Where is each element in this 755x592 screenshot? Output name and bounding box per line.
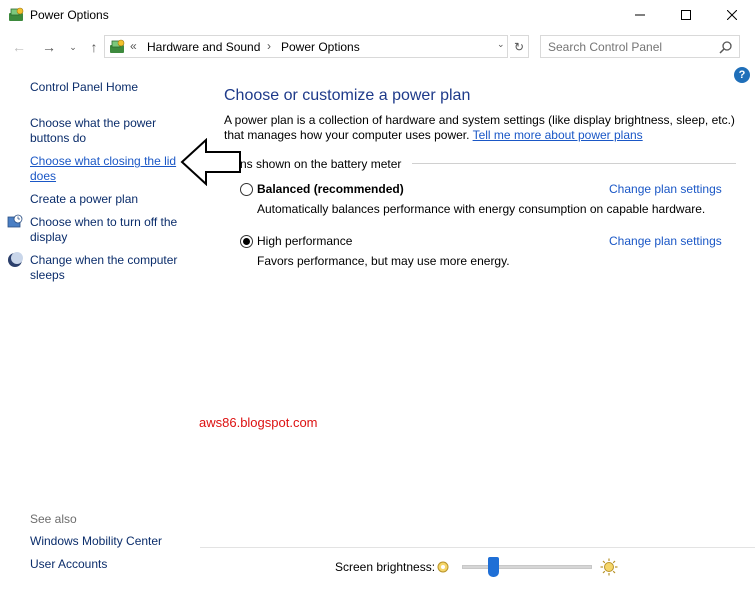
breadcrumb-separator: › bbox=[267, 39, 271, 53]
up-button[interactable] bbox=[85, 37, 103, 57]
plan-name-balanced[interactable]: Balanced (recommended) bbox=[257, 182, 404, 196]
forward-arrow-icon: → bbox=[42, 39, 56, 55]
close-icon bbox=[727, 10, 737, 20]
window-title: Power Options bbox=[30, 8, 109, 22]
footer-divider bbox=[200, 547, 755, 548]
address-bar[interactable] bbox=[104, 35, 508, 58]
radio-high-performance[interactable] bbox=[240, 235, 253, 248]
back-button[interactable] bbox=[10, 37, 28, 57]
section-label: ns shown on the battery meter bbox=[240, 157, 402, 171]
plan-desc-high-performance: Favors performance, but may use more energy. bbox=[257, 254, 510, 268]
display-timer-icon bbox=[7, 214, 23, 230]
brightness-label: Screen brightness: bbox=[335, 560, 436, 574]
search-input[interactable] bbox=[541, 36, 711, 57]
sidebar-link-label: Create a power plan bbox=[30, 192, 139, 206]
sidebar-link-turn-off-display[interactable] bbox=[30, 215, 177, 245]
page-title: Choose or customize a power plan bbox=[224, 87, 471, 104]
title-bar bbox=[0, 0, 755, 30]
sidebar-link-label: does bbox=[30, 169, 57, 183]
see-also-heading: See also bbox=[30, 512, 77, 526]
sidebar-link-label: buttons do bbox=[30, 131, 87, 145]
minimize-icon bbox=[635, 10, 645, 20]
watermark: aws86.blogspot.com bbox=[199, 415, 318, 430]
search-box[interactable] bbox=[540, 35, 740, 58]
sidebar-link-power-buttons[interactable] bbox=[30, 116, 156, 146]
forward-button[interactable] bbox=[40, 37, 58, 57]
sidebar-link-create-plan[interactable] bbox=[30, 192, 138, 207]
breadcrumb-hardware-and-sound[interactable]: Hardware and Sound bbox=[147, 40, 261, 54]
section-divider bbox=[412, 163, 736, 164]
tell-me-more-link[interactable]: Tell me more about power plans bbox=[472, 128, 643, 142]
description-text: that manages how your computer uses power. bbox=[224, 128, 470, 142]
search-icon bbox=[719, 40, 733, 54]
address-dropdown-icon[interactable]: ⌄ bbox=[497, 39, 505, 49]
sleep-moon-icon bbox=[7, 252, 23, 268]
close-button[interactable] bbox=[709, 0, 755, 30]
maximize-icon bbox=[681, 10, 691, 20]
description-text: A power plan is a collection of hardware and system settings (like display brightness, sleep, etc.) bbox=[224, 113, 735, 127]
up-arrow-icon: ↑ bbox=[90, 39, 98, 55]
sidebar-link-closing-lid[interactable] bbox=[30, 154, 176, 184]
change-plan-settings-balanced[interactable]: Change plan settings bbox=[609, 182, 722, 196]
sidebar-link-label: sleeps bbox=[30, 268, 65, 282]
windows-mobility-center-link[interactable]: Windows Mobility Center bbox=[30, 534, 163, 548]
user-accounts-link[interactable]: User Accounts bbox=[30, 557, 108, 571]
sidebar-link-label: display bbox=[30, 230, 68, 244]
control-panel-home-link[interactable]: Control Panel Home bbox=[30, 80, 139, 94]
maximize-button[interactable] bbox=[663, 0, 709, 30]
power-options-icon bbox=[8, 7, 24, 23]
page-description bbox=[224, 113, 739, 143]
bright-brightness-icon bbox=[600, 558, 618, 576]
plan-name-high-performance[interactable]: High performance bbox=[257, 234, 353, 248]
brightness-slider-track[interactable] bbox=[462, 565, 592, 569]
breadcrumb-power-options[interactable]: Power Options bbox=[281, 40, 360, 54]
sidebar-link-label: Change when the computer bbox=[30, 253, 178, 267]
refresh-button[interactable] bbox=[510, 35, 529, 58]
sidebar-link-label: Choose what the power bbox=[30, 116, 157, 130]
sidebar-link-label: Choose what closing the lid bbox=[30, 154, 177, 168]
change-plan-settings-high-performance[interactable]: Change plan settings bbox=[609, 234, 722, 248]
sidebar-link-label: Choose when to turn off the bbox=[30, 215, 178, 229]
refresh-icon: ↻ bbox=[513, 39, 525, 54]
recent-locations-button[interactable] bbox=[64, 37, 82, 57]
minimize-button[interactable] bbox=[617, 0, 663, 30]
brightness-slider-thumb[interactable] bbox=[488, 557, 499, 577]
chevron-down-icon: ⌄ bbox=[69, 41, 77, 52]
dim-brightness-icon bbox=[436, 560, 450, 574]
breadcrumb-overflow[interactable]: « bbox=[130, 39, 137, 53]
back-arrow-icon: ← bbox=[12, 39, 26, 55]
sidebar-link-computer-sleeps[interactable] bbox=[30, 253, 177, 283]
annotation-arrow-icon bbox=[180, 138, 242, 186]
plan-desc-balanced: Automatically balances performance with energy consumption on capable hardware. bbox=[257, 202, 706, 216]
help-icon[interactable]: ? bbox=[734, 67, 750, 83]
control-panel-icon bbox=[109, 39, 125, 55]
navigation-bar bbox=[0, 33, 755, 61]
